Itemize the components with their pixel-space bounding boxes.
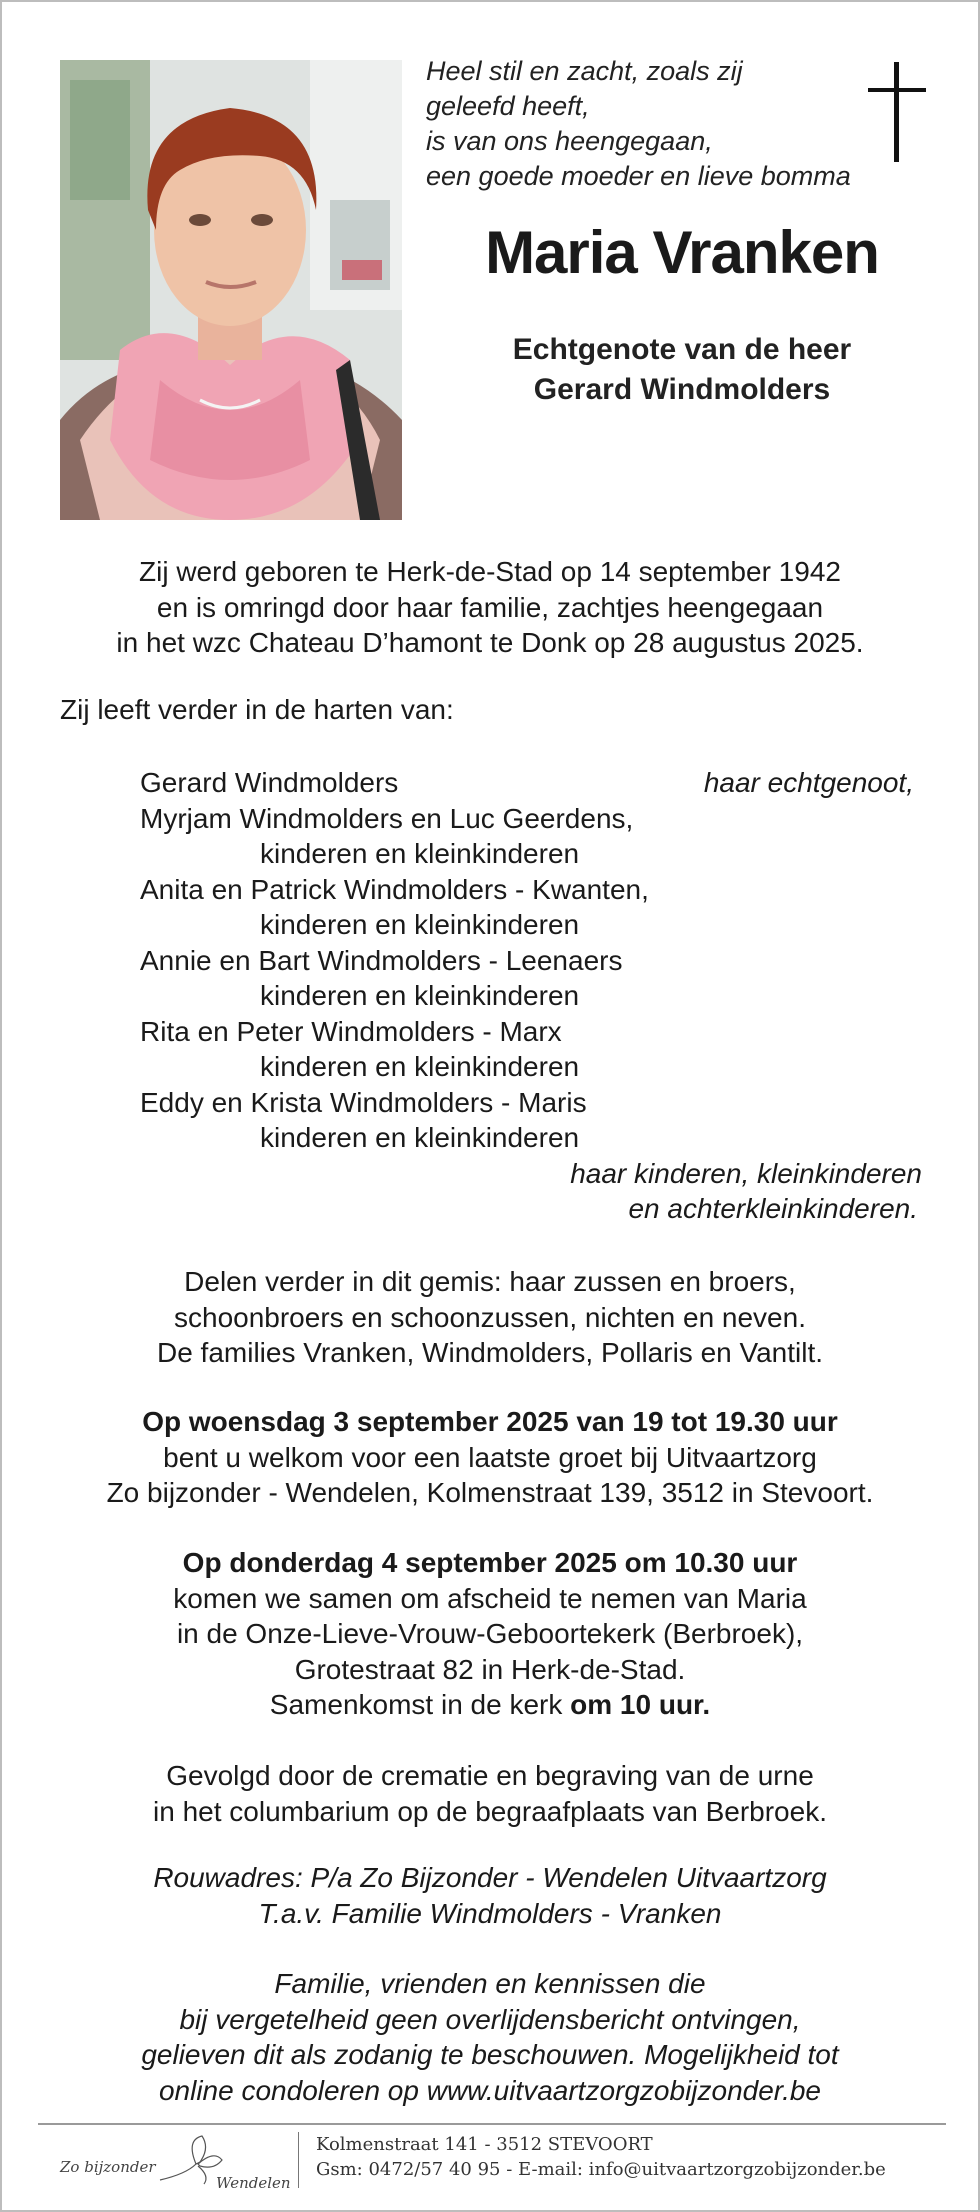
family-row bbox=[2, 836, 978, 872]
followed-line: in het columbarium op de begraafplaats van Berbroek. bbox=[153, 1795, 827, 1827]
poem bbox=[426, 54, 946, 194]
family-row bbox=[2, 1014, 978, 1050]
notice-line: online condoleren op www.uitvaartzorgzobijzonder.be bbox=[158, 2074, 822, 2106]
visitation-info bbox=[2, 1404, 978, 1511]
followed-line: Gevolgd door de crematie en begraving van de urne bbox=[166, 1760, 814, 1791]
cremation-info bbox=[2, 1758, 978, 1829]
child-sub: kinderen en kleinkinderen bbox=[260, 1122, 580, 1153]
rouw-line: Rouwadres: P/a Zo Bijzonder - Wendelen Uitvaartzorg bbox=[153, 1862, 827, 1893]
family-row bbox=[2, 1120, 978, 1156]
footer-separator bbox=[298, 2132, 299, 2188]
notice-line: gelieven dit als zodanig te beschouwen. Mogelijkheid tot bbox=[141, 2039, 839, 2070]
delen-line: schoonbroers en schoonzussen, nichten en neven. bbox=[174, 1301, 806, 1333]
poem-line: is van ons heengegaan, bbox=[426, 126, 713, 156]
intro-line: in het wzc Chateau D’hamont te Donk op 28 augustus 2025. bbox=[116, 627, 864, 658]
mourning-address bbox=[2, 1860, 978, 1931]
child-sub: kinderen en kleinkinderen bbox=[260, 1051, 580, 1082]
children-role: en achterkleinkinderen. bbox=[628, 1193, 918, 1224]
child-name: Myrjam Windmolders en Luc Geerdens, bbox=[140, 802, 634, 834]
family-row bbox=[2, 1191, 978, 1227]
family-row bbox=[2, 801, 978, 837]
family-row bbox=[2, 765, 978, 801]
family-row bbox=[2, 943, 978, 979]
deceased-name: Maria Vranken bbox=[485, 219, 879, 286]
contact-line: Gsm: 0472/57 40 95 - E-mail: info@uitvaartzorgzobijzonder.be bbox=[316, 2159, 886, 2180]
child-sub: kinderen en kleinkinderen bbox=[260, 980, 580, 1011]
spouse-name: Gerard Windmolders bbox=[140, 767, 399, 798]
spouse-line: Gerard Windmolders bbox=[533, 373, 831, 406]
visit-heading: Op woensdag 3 september 2025 van 19 tot 19.30 uur bbox=[142, 1406, 838, 1437]
contact-info bbox=[316, 2132, 886, 2182]
poem-line: een goede moeder en lieve bomma bbox=[426, 161, 851, 191]
funeral-line: in de Onze-Lieve-Vrouw-Geboortekerk (Berbroek), bbox=[176, 1618, 804, 1649]
spouse-line: Echtgenote van de heer bbox=[512, 333, 852, 366]
family-row bbox=[2, 1049, 978, 1085]
birth-death-info bbox=[2, 554, 978, 661]
logo-word: Zo bijzonder bbox=[60, 2158, 156, 2176]
family-list bbox=[2, 765, 978, 1227]
family-row bbox=[2, 1085, 978, 1121]
funeral-line: Grotestraat 82 in Herk-de-Stad. bbox=[294, 1653, 686, 1685]
extended-family bbox=[2, 1264, 978, 1371]
poem-line: Heel stil en zacht, zoals zij bbox=[426, 56, 743, 86]
notice-text bbox=[2, 1966, 978, 2108]
rouw-line: T.a.v. Familie Windmolders - Vranken bbox=[258, 1897, 722, 1929]
intro-line: en is omringd door haar familie, zachtjes heengegaan bbox=[156, 591, 824, 623]
child-name: Rita en Peter Windmolders - Marx bbox=[140, 1015, 562, 1047]
visit-line: bent u welkom voor een laatste groet bij Uitvaartzorg bbox=[163, 1441, 817, 1473]
gathering-line: Samenkomst in de kerk om 10 uur. bbox=[269, 1689, 711, 1720]
intro-line: Zij werd geboren te Herk-de-Stad op 14 september 1942 bbox=[139, 556, 841, 587]
funeral-home-logo bbox=[60, 2130, 300, 2192]
funeral-line: komen we samen om afscheid te nemen van Maria bbox=[173, 1582, 807, 1614]
notice-line: Familie, vrienden en kennissen die bbox=[274, 1968, 706, 1999]
delen-line: Delen verder in dit gemis: haar zussen en broers, bbox=[184, 1266, 796, 1297]
family-row bbox=[2, 978, 978, 1014]
delen-line: De families Vranken, Windmolders, Pollaris en Vantilt. bbox=[156, 1337, 824, 1368]
funeral-info bbox=[2, 1545, 978, 1723]
family-row bbox=[2, 872, 978, 908]
child-name: Annie en Bart Windmolders - Leenaers bbox=[140, 944, 623, 976]
children-role: haar kinderen, kleinkinderen bbox=[570, 1157, 922, 1189]
child-name: Anita en Patrick Windmolders - Kwanten, bbox=[140, 873, 649, 905]
visit-line: Zo bijzonder - Wendelen, Kolmenstraat 139, 3512 in Stevoort. bbox=[106, 1477, 874, 1508]
family-row bbox=[2, 1156, 978, 1192]
child-sub: kinderen en kleinkinderen bbox=[260, 909, 580, 940]
spouse-role: haar echtgenoot, bbox=[703, 767, 914, 798]
notice-line: bij vergetelheid geen overlijdensbericht ontvingen, bbox=[179, 2003, 801, 2035]
address-line: Kolmenstraat 141 - 3512 STEVOORT bbox=[316, 2134, 653, 2155]
footer-divider bbox=[38, 2123, 946, 2125]
funeral-heading: Op donderdag 4 september 2025 om 10.30 uur bbox=[182, 1547, 798, 1578]
child-name: Eddy en Krista Windmolders - Maris bbox=[140, 1086, 587, 1118]
portrait-photo bbox=[60, 60, 402, 520]
child-sub: kinderen en kleinkinderen bbox=[260, 838, 580, 869]
logo-word: Wendelen bbox=[216, 2174, 291, 2192]
family-row bbox=[2, 907, 978, 943]
portrait-illustration bbox=[60, 60, 402, 520]
spouse-note bbox=[422, 330, 942, 410]
poem-line: geleefd heeft, bbox=[426, 91, 590, 121]
survivors-heading: Zij leeft verder in de harten van: bbox=[60, 694, 454, 725]
